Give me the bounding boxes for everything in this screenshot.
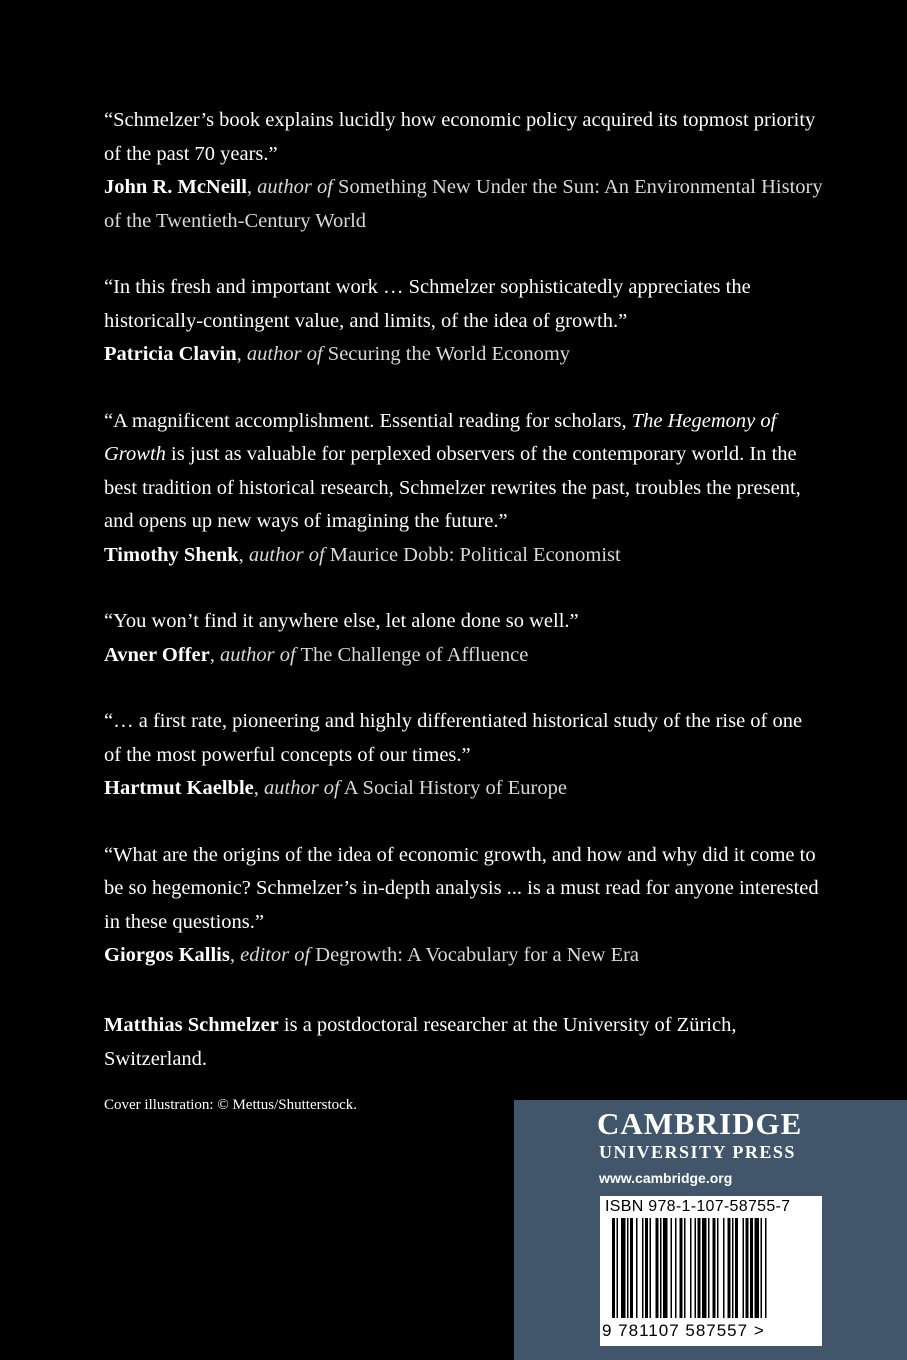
blurb-attribution: Patricia Clavin, author of Securing the World Economy <box>104 343 571 365</box>
barcode-bar <box>750 1218 753 1318</box>
barcode-bar <box>627 1218 629 1318</box>
barcode-bar <box>723 1218 725 1318</box>
reviewer-role: author of <box>246 343 323 365</box>
barcode-bar <box>671 1218 673 1318</box>
barcode-bar <box>761 1218 763 1318</box>
blurbs-section <box>104 104 824 973</box>
reviewer-name: Avner Offer <box>104 643 210 666</box>
reviewer-name: John R. McNeill <box>104 176 247 198</box>
blurb-attribution: Giorgos Kallis, editor of Degrowth: A Vocabulary for a New Era <box>104 944 640 966</box>
reviewer-name: Timothy Shenk <box>104 543 239 566</box>
publisher-subtitle: UNIVERSITY PRESS <box>599 1142 796 1162</box>
barcode-bar <box>732 1218 734 1318</box>
barcode-bar <box>630 1218 633 1318</box>
reviewer-role: author of <box>257 176 333 198</box>
blurb-attribution: Timothy Shenk, author of Maurice Dobb: Political Economist <box>104 543 621 566</box>
author-bio <box>104 1009 824 1076</box>
barcode-bar <box>765 1218 767 1318</box>
reviewer-role: author of <box>248 543 325 566</box>
blurb-quote: “Schmelzer’s book explains lucidly how economic policy acquired its topmost priority of the past 70 years.” <box>104 109 816 165</box>
barcode-bar <box>690 1218 692 1318</box>
reviewer-work: A Social History of Europe <box>343 777 567 799</box>
barcode-bar <box>612 1218 615 1318</box>
reviewer-work: Securing the World Economy <box>327 343 571 365</box>
barcode-bar <box>617 1218 619 1318</box>
barcode-digits: 9 781107 587557 > <box>602 1321 765 1340</box>
publisher-name: CAMBRIDGE <box>597 1106 803 1141</box>
author-bio-text: is a postdoctoral researcher at the University of Zürich, Switzerland. <box>104 1014 737 1070</box>
publisher-panel <box>514 1100 907 1360</box>
blurb-kallis <box>104 839 824 973</box>
reviewer-name: Hartmut Kaelble <box>104 777 254 799</box>
reviewer-role: author of <box>264 777 340 799</box>
isbn-label: ISBN 978-1-107-58755-7 <box>605 1198 791 1215</box>
blurb-shenk <box>104 405 824 573</box>
barcode-bar <box>702 1218 707 1318</box>
book-title-italic: The Hegemony of Growth <box>104 409 777 465</box>
barcode-bar <box>656 1218 659 1318</box>
reviewer-role: author of <box>219 643 296 666</box>
reviewer-work: Something New Under the Sun: An Environmental History of the Twentieth-Century World <box>104 176 823 232</box>
barcode-bar <box>717 1218 719 1318</box>
blurb-quote: “… a first rate, pioneering and highly differentiated historical study of the rise of one of the most powerful concepts of our times.” <box>104 710 803 766</box>
barcode-bar <box>684 1218 686 1318</box>
blurb-quote: “In this fresh and important work … Schmelzer sophisticatedly appreciates the historically-contingent value, and limits, of the idea of growth.” <box>104 276 751 332</box>
reviewer-role: editor of <box>240 944 311 966</box>
blurb-mcneill <box>104 104 824 238</box>
barcode-bar <box>755 1218 760 1318</box>
barcode-bar <box>698 1218 701 1318</box>
barcode-bar <box>621 1218 626 1318</box>
barcode-bar <box>743 1218 745 1318</box>
barcode-bar <box>636 1218 638 1318</box>
barcode-bar <box>695 1218 697 1318</box>
author-name: Matthias Schmelzer <box>104 1014 279 1036</box>
barcode-bars <box>600 1216 822 1326</box>
cover-credit: Cover illustration: © Mettus/Shutterstock. <box>104 1097 358 1113</box>
blurb-kaelble <box>104 705 824 806</box>
barcode-bar <box>680 1218 683 1318</box>
blurb-quote: “What are the origins of the idea of economic growth, and how and why did it come to be so hegemonic? Schmelzer’s in-depth analysis ... is a must read for anyone interested in these questions.” <box>104 843 819 933</box>
reviewer-name: Patricia Clavin <box>104 343 237 365</box>
reviewer-work: Maurice Dobb: Political Economist <box>329 543 621 566</box>
barcode-bar <box>728 1218 731 1318</box>
blurb-attribution: Hartmut Kaelble, author of A Social History of Europe <box>104 777 567 799</box>
barcode-bar <box>645 1218 648 1318</box>
barcode-bar <box>650 1218 652 1318</box>
blurb-offer <box>104 605 824 672</box>
barcode-bar <box>713 1218 716 1318</box>
reviewer-work: Degrowth: A Vocabulary for a New Era <box>315 944 640 966</box>
blurb-attribution: Avner Offer, author of The Challenge of Affluence <box>104 643 529 666</box>
barcode-bar <box>663 1218 668 1318</box>
blurb-quote: “You won’t find it anywhere else, let alone done so well.” <box>104 610 579 632</box>
publisher-url: www.cambridge.org <box>599 1170 733 1186</box>
barcode-bar <box>660 1218 662 1318</box>
blurb-clavin <box>104 271 824 372</box>
reviewer-name: Giorgos Kallis <box>104 944 230 966</box>
barcode-bar <box>735 1218 738 1318</box>
blurb-quote: “A magnificent accomplishment. Essential reading for scholars, The Hegemony of Growth is just as valuable for perplexed observers of the contemporary world. In the best tradition of historical research, Schmelzer rewrites the past, troubles the present, and opens up new ways of imagining the future.” <box>104 409 801 532</box>
barcode-bar <box>708 1218 710 1318</box>
barcode-bar <box>746 1218 749 1318</box>
isbn-barcode <box>600 1196 822 1346</box>
reviewer-work: The Challenge of Affluence <box>300 643 529 666</box>
blurb-attribution: John R. McNeill, author of Something New Under the Sun: An Environmental History of the Twentieth-Century World <box>104 176 823 232</box>
barcode-bar <box>642 1218 644 1318</box>
barcode-bar <box>675 1218 677 1318</box>
